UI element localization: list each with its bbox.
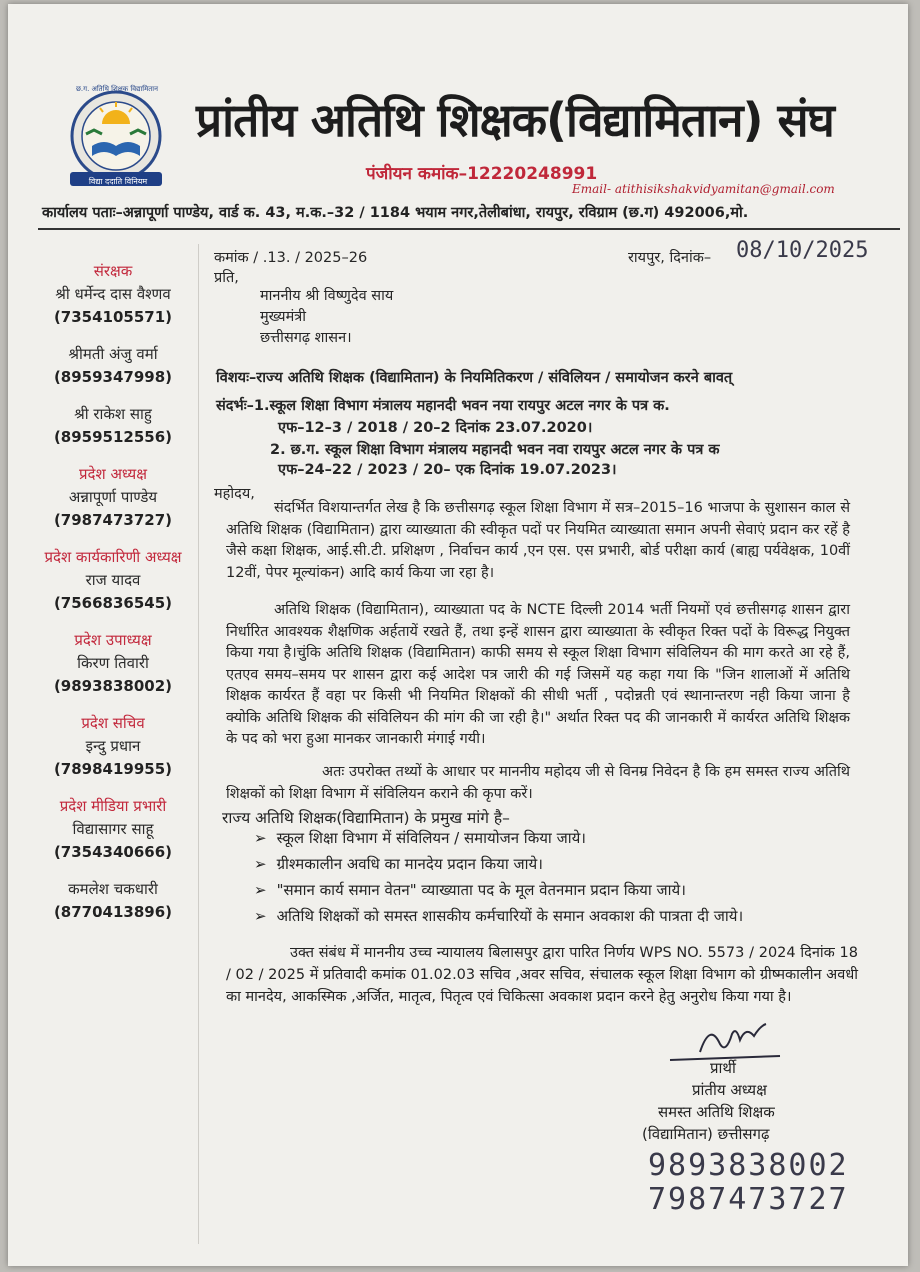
reference-1: संदर्भः–1.स्कूल शिक्षा विभाग मंत्रालय महानदी भवन नया रायपुर अटल नगर के पत्र क.: [216, 398, 670, 414]
bearer-title: प्रदेश कार्यकारिणी अध्यक्ष: [44, 548, 182, 566]
arrow-bullet-icon: ➢: [254, 881, 267, 899]
bearer-block: [28, 795, 198, 864]
office-bearers-sidebar: [28, 260, 198, 934]
bearer-name: इन्दु प्रधान: [85, 737, 141, 755]
bearer-name: श्रीमती अंजु वर्मा: [68, 345, 158, 363]
demand-text: ग्रीश्मकालीन अवधि का मानदेय प्रदान किया जाये।: [276, 855, 543, 873]
bearer-phone: (7354105571): [53, 308, 173, 326]
paragraph-2: अतिथि शिक्षक (विद्यामितान), व्याख्याता पद के NCTE दिल्ली 2014 भर्ती नियमों एवं छत्तीसगढ़ शासन द्वारा निर्धारित आवश्यक शैक्षणिक अर्हतायें रखते हैं, तथा इन्हें शासन द्वारा व्याख्याता के स्वीकृत रिक्त पदों के विरूद्ध नियुक्त किया गया है।चुंकि अतिथि शिक्षक (विद्यामितान) काफी समय से स्कूल शिक्षा विभाग संविलियन की माग करते आ रहे हैं, एतएव समय–समय पर शासन द्वारा कई आदेश पत्र जारी की गई जिसमें यह कहा गया कि "जिन शालाओं में अतिथि शिक्षक कार्यरत हैं वहा पर किसी भी नियमित शिक्षकों की सीधी भर्ती , पदोन्नती एवं स्थानान्तरण नही किया जाना है क्योकि अतिथि शिक्षक की संविलियन की मांग की जा रही है।" अर्थात रिक्त पद की जानकारी में कार्यरत अतिथि शिक्षक के पद को भरा हुआ मानकर जानकारी मंगाई गयी।: [226, 602, 850, 747]
paragraph-4: उक्त संबंध में माननीय उच्च न्यायालय बिलासपुर द्वारा पारित निर्णय WPS NO. 5573 / 2024 दिनांक 18 / 02 / 2025 में प्रतिवादी कमांक 01.02.03 सचिव ,अवर सचिव, संचालक स्कूल शिक्षा विभाग को ग्रीष्मकालीन अवधी का मानदेय, आकस्मिक ,अर्जित, मातृत्व, पितृत्व एवं चिकित्सा अवकाश प्रदान करने हेतु अनुरोध किया गया है।: [226, 945, 858, 1005]
bearer-title: प्रदेश सचिव: [81, 714, 145, 732]
signature-name: [708, 1016, 711, 1017]
emblem-ring-text: छ.ग. अतिथि शिक्षक विद्यामितान: [76, 85, 158, 93]
bearer-phone: (9893838002): [53, 677, 173, 695]
bearer-block: [28, 343, 198, 389]
bearer-title: संरक्षक: [93, 262, 133, 280]
signatory-state: (विद्यामितान) छत्तीसगढ़: [642, 1125, 770, 1143]
arrow-bullet-icon: ➢: [254, 907, 267, 925]
bearer-phone: (7987473727): [53, 511, 173, 529]
bearer-name: कमलेश चकधारी: [68, 880, 158, 898]
handwritten-phone-2: 7987473727: [648, 1182, 849, 1217]
paragraph-3: अतः उपरोक्त तथ्यों के आधार पर माननीय महोदय जी से विनम्र निवेदन है कि हम समस्त राज्य अतिथि शिक्षकों को शिक्षा विभाग में संविलियन कराने की कृपा करें।: [226, 764, 850, 802]
bearer-block: [28, 403, 198, 449]
bearer-phone: (7354340666): [53, 843, 173, 861]
demand-text: अतिथि शिक्षकों को समस्त शासकीय कर्मचारियों के समान अवकाश की पात्रता दी जाये।: [276, 907, 744, 925]
bearer-block: [28, 878, 198, 924]
reference-2: 2. छ.ग. स्कूल शिक्षा विभाग मंत्रालय महानदी भवन नवा रायपुर अटल नगर के पत्र क: [270, 442, 720, 458]
bearer-phone: (7566836545): [53, 594, 173, 612]
prati-label: प्रति,: [214, 270, 239, 286]
bearer-name: श्री धर्मेन्द दास वैश्णव: [55, 285, 171, 303]
office-address: कार्यालय पताः–अन्नापूर्णा पाण्डेय, वार्ड क. 43, म.क.–32 / 1184 भयाम नगर,तेलीबांधा, रायपुर, रविग्राम (छ.ग) 492006,मो.: [42, 205, 749, 221]
bearer-name: विद्यासागर साहू: [72, 820, 154, 838]
bearer-phone: (8959347998): [53, 368, 173, 386]
bearer-phone: (8770413896): [53, 903, 173, 921]
bearer-phone: (7898419955): [53, 760, 173, 778]
paragraph-1: संदर्भित विशयान्तर्गत लेख है कि छत्तीसगढ़ स्कूल शिक्षा विभाग में सत्र–2015–16 भाजपा के सुशासन काल से अतिथि शिक्षक (विद्यामितान) द्वारा व्याख्याता की स्वीकृत पदों पर नियमित व्याख्याता समान अपनी सेवाएं प्रदान कर रहें है जैसे कक्षा शिक्षक, आई.सी.टी. प्रशिक्षण , निर्वाचन कार्य ,एन एस. एस प्रभारी, बोर्ड परीक्षा कार्य (बाह्य पर्यवेक्षक, 10वीं 12वीं, पेपर मूल्यांकन) आदि कार्य किया जा रहा है।: [226, 500, 850, 581]
date-label: रायपुर, दिनांक–: [628, 250, 712, 266]
bearer-title: प्रदेश अध्यक्ष: [78, 465, 148, 483]
sidebar-divider: [198, 244, 199, 1244]
demand-text: "समान कार्य समान वेतन" व्याख्याता पद के मूल वेतनमान प्रदान किया जाये।: [276, 881, 686, 899]
registration-number: पंजीयन कमांक–12220248991: [366, 164, 598, 184]
demand-item: [254, 828, 586, 848]
reference-1-number: एफ–12–3 / 2018 / 20–2 दिनांक 23.07.2020।: [278, 420, 593, 436]
demand-item: [254, 880, 686, 900]
addressee-government: छत्तीसगढ़ शासन।: [260, 330, 352, 346]
bearer-block: [28, 463, 198, 532]
emblem-motto: विद्या ददाति विनियम: [88, 177, 148, 186]
signatory-designation: प्रांतीय अध्यक्ष: [692, 1081, 767, 1099]
reference-2-number: एफ–24–22 / 2023 / 20– एक दिनांक 19.07.2023।: [278, 462, 617, 478]
bearer-name: अन्नापूर्णा पाण्डेय: [68, 488, 158, 506]
header-divider: [38, 228, 900, 230]
handwritten-date: 08/10/2025: [736, 238, 869, 263]
bearer-name: राज यादव: [85, 571, 141, 589]
demand-item: [254, 854, 543, 874]
addressee-designation: मुख्यमंत्री: [260, 309, 306, 325]
arrow-bullet-icon: ➢: [254, 829, 267, 847]
salutation: महोदय,: [214, 486, 255, 502]
letter-subject: विशयः–राज्य अतिथि शिक्षक (विद्यामितान) के नियमितिकरण / संविलियन / समायोजन करने बावत्: [216, 370, 733, 386]
bearer-block: [28, 546, 198, 615]
bearer-block: [28, 629, 198, 698]
bearer-title: प्रदेश मीडिया प्रभारी: [59, 797, 167, 815]
demand-item: [254, 906, 743, 926]
demands-heading: राज्य अतिथि शिक्षक(विद्यामितान) के प्रमुख मांगे है–: [222, 809, 510, 827]
bearer-title: प्रदेश उपाध्यक्ष: [74, 631, 152, 649]
handwritten-phone-1: 9893838002: [648, 1148, 849, 1183]
bearer-name: श्री राकेश साहु: [74, 405, 152, 423]
bearer-name: किरण तिवारी: [77, 654, 149, 672]
signatory-organization: समस्त अतिथि शिक्षक: [658, 1103, 775, 1121]
addressee-name: माननीय श्री विष्णुदेव साय: [260, 288, 394, 304]
bearer-block: [28, 260, 198, 329]
reference-number: कमांक / .13. / 2025–26: [214, 250, 368, 266]
demand-text: स्कूल शिक्षा विभाग में संविलियन / समायोजन किया जाये।: [276, 829, 586, 847]
bearer-block: [28, 712, 198, 781]
arrow-bullet-icon: ➢: [254, 855, 267, 873]
signatory-prarthi: प्रार्थी: [710, 1059, 736, 1077]
bearer-phone: (8959512556): [53, 428, 173, 446]
letter-page: [8, 4, 908, 1266]
email-address: Email- atithisikshakvidyamitan@gmail.com: [572, 182, 835, 196]
organization-title: प्रांतीय अतिथि शिक्षक(विद्यामितान) संघ: [196, 93, 834, 147]
